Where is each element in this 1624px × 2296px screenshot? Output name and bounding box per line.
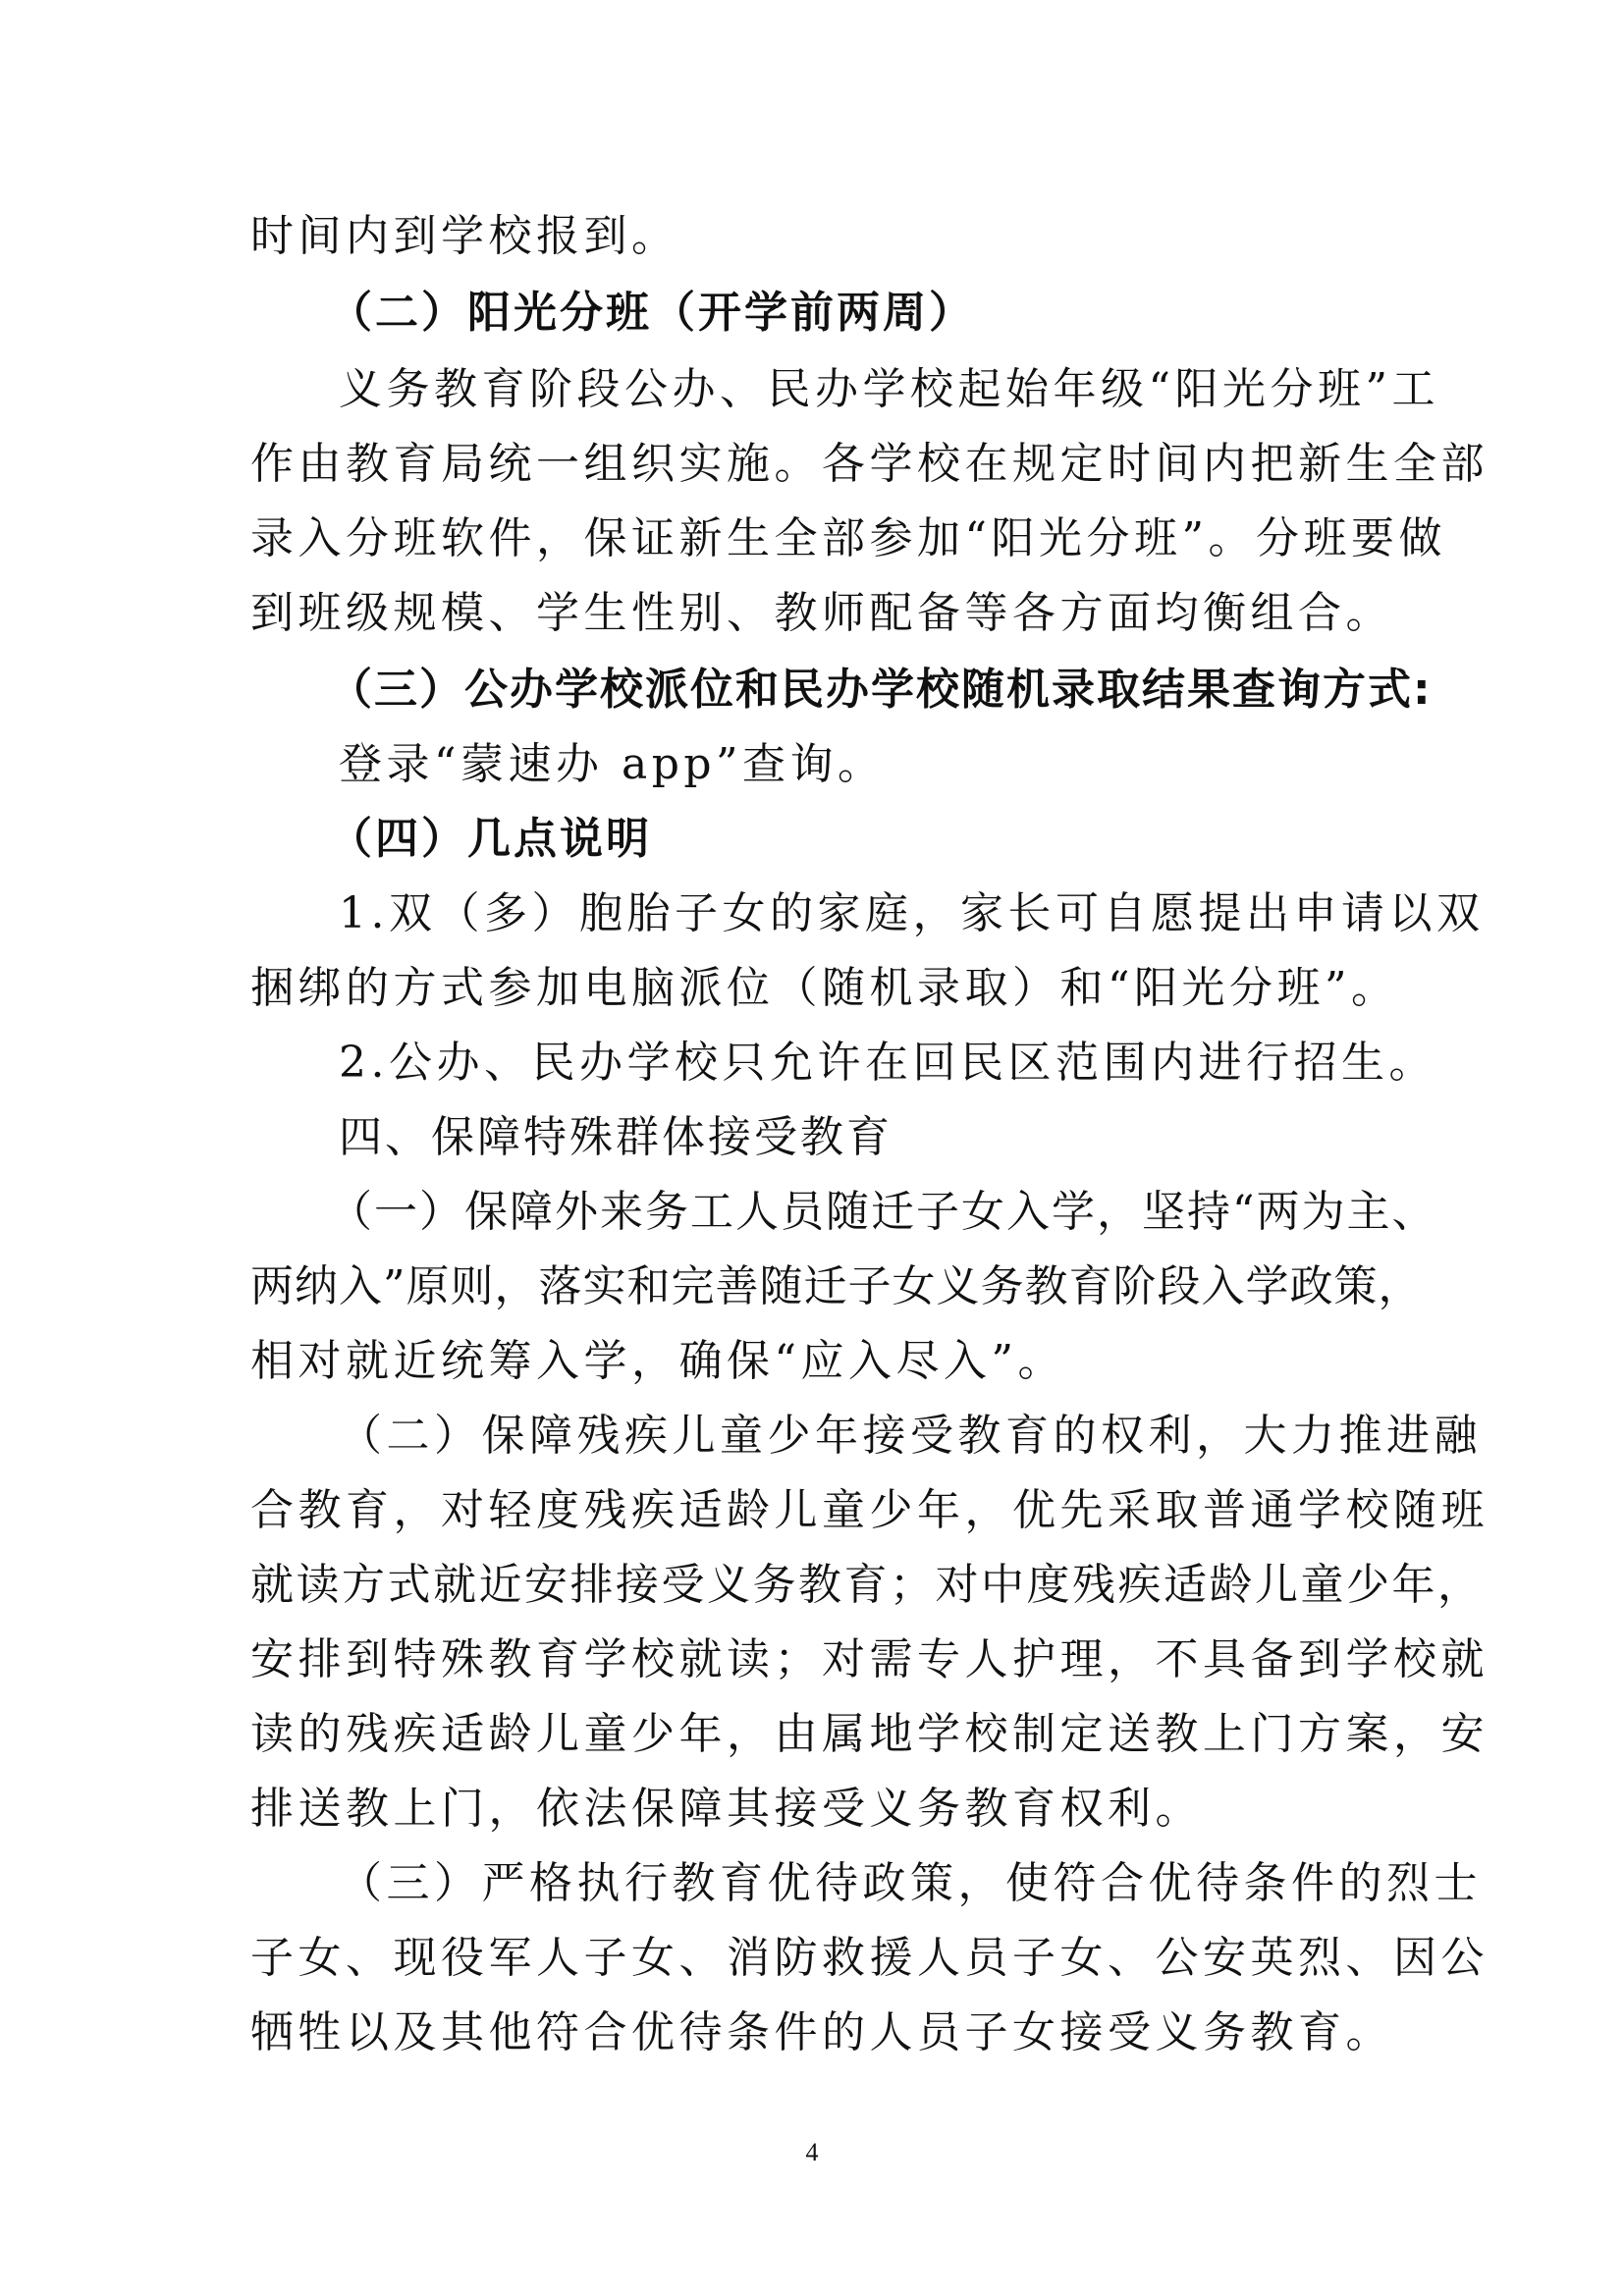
paragraph-line: 作由教育局统一组织实施。各学校在规定时间内把新生全部 [250,439,1489,489]
section-heading: 四、保障特殊群体接受教育 [339,1112,893,1162]
subsection-heading: （四）几点说明 [329,814,652,864]
paragraph-line: 牺牲以及其他符合优待条件的人员子女接受义务教育。 [250,2007,1393,2057]
paragraph-line: 读的残疾适龄儿童少年，由属地学校制定送教上门方案，安 [250,1709,1489,1759]
paragraph-line: 合教育，对轻度残疾适龄儿童少年，优先采取普通学校随班 [250,1485,1489,1535]
paragraph-line: 相对就近统筹入学，确保“应入尽入”。 [250,1336,1065,1386]
subsection-heading: （三）公办学校派位和民办学校随机录取结果查询方式: [329,665,1433,715]
paragraph-line: 登录“蒙速办 app”查询。 [339,739,886,789]
paragraph-line: 1.双（多）胞胎子女的家庭，家长可自愿提出申请以双 [339,888,1485,938]
paragraph-line: （二）保障残疾儿童少年接受教育的权利，大力推进融 [339,1411,1482,1461]
paragraph-line: 时间内到学校报到。 [250,211,679,261]
paragraph-line: 排送教上门，依法保障其接受义务教育权利。 [250,1784,1203,1834]
paragraph-line: 捆绑的方式参加电脑派位（随机录取）和“阳光分班”。 [250,963,1399,1013]
subsection-heading: （二）阳光分班（开学前两周） [329,288,975,338]
paragraph-line: 就读方式就近安排接受义务教育；对中度残疾适龄儿童少年， [250,1560,1484,1610]
paragraph-line: 两纳入”原则，落实和完善随迁子女义务教育阶段入学政策， [250,1261,1423,1311]
paragraph-line: 2.公办、民办学校只允许在回民区范围内进行招生。 [339,1038,1436,1088]
paragraph-line: 到班级规模、学生性别、教师配备等各方面均衡组合。 [250,588,1393,638]
paragraph-line: 子女、现役军人子女、消防救援人员子女、公安英烈、因公 [250,1933,1489,1983]
paragraph-line: 安排到特殊教育学校就读；对需专人护理，不具备到学校就 [250,1634,1489,1684]
paragraph-line: （一）保障外来务工人员随迁子女入学，坚持“两为主、 [329,1187,1437,1237]
paragraph-line: 录入分班软件，保证新生全部参加“阳光分班”。分班要做 [250,513,1446,563]
paragraph-line: （三）严格执行教育优待政策，使符合优待条件的烈士 [339,1858,1482,1908]
page-number: 4 [805,2138,819,2166]
paragraph-line: 义务教育阶段公办、民办学校起始年级“阳光分班”工 [339,364,1439,414]
